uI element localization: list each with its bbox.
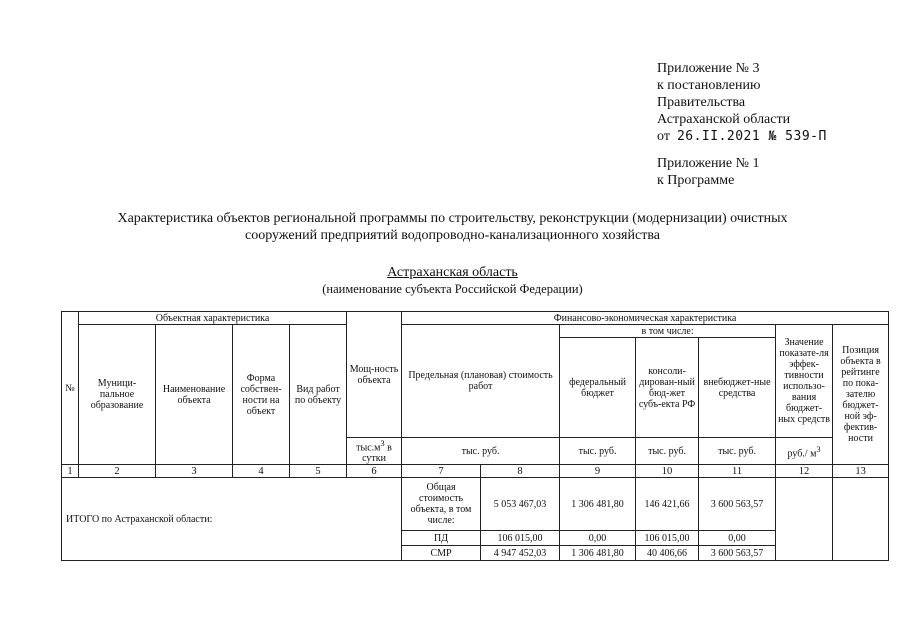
col-number: 1 [62, 465, 79, 478]
federal-value: 1 306 481,80 [560, 478, 636, 531]
appendix-line: Приложение № 3 [657, 61, 760, 76]
appendix-date-line [657, 128, 827, 145]
col-number: 2 [79, 465, 156, 478]
appendix-line: Астраханской области [657, 112, 791, 127]
characteristics-table [61, 311, 889, 561]
federal-header: федеральный бюджет [560, 338, 636, 438]
federal-value: 0,00 [560, 531, 636, 546]
row-label: ПД [402, 531, 481, 546]
extrabudget-value: 3 600 563,57 [699, 478, 776, 531]
efficiency-value-cell [776, 478, 833, 561]
max-cost-unit: тыс. руб. [402, 438, 560, 465]
efficiency-value-header: Значение показате-ля эффек-тивности использо-вания бюджет-ных средств [776, 325, 833, 438]
consolidated-header: консоли-дирован-ный бюд-жет субъ-екта РФ [636, 338, 699, 438]
extrabudget-value: 3 600 563,57 [699, 546, 776, 561]
efficiency-unit: руб./ $м^3$ [776, 438, 833, 465]
table-row [62, 478, 889, 531]
appendix-line: к постановлению [657, 78, 761, 93]
work-type-header: Вид работ по объекту [290, 325, 347, 465]
appendix-line: Правительства [657, 95, 746, 110]
extrabudget-value: 0,00 [699, 531, 776, 546]
total-cost-value: 4 947 452,03 [481, 546, 560, 561]
total-label: ИТОГО по Астраханской области: [62, 478, 402, 561]
object-name-header: Наименование объекта [156, 325, 233, 465]
col-number: 7 [402, 465, 481, 478]
consolidated-value: 146 421,66 [636, 478, 699, 531]
total-cost-value: 5 053 467,03 [481, 478, 560, 531]
consolidated-value: 40 406,66 [636, 546, 699, 561]
row-label: Общая стоимость объекта, в том числе: [402, 478, 481, 531]
max-cost-header: Предельная (плановая) стоимость работ [402, 325, 560, 438]
col-number: 9 [560, 465, 636, 478]
object-group-header: Объектная характеристика [79, 312, 347, 325]
col-number: 4 [233, 465, 290, 478]
title-line: Характеристика объектов региональной программы по строительству, реконструкции (модернизации) очистных [117, 211, 788, 226]
capacity-header: Мощ-ность объекта [347, 312, 402, 438]
column-numbers-row [62, 465, 889, 478]
col-number: 11 [699, 465, 776, 478]
region-name: Астраханская область [387, 265, 518, 280]
appendix-block [657, 60, 827, 189]
appendix-date-prefix: от [657, 129, 670, 144]
col-number: 5 [290, 465, 347, 478]
document-title [40, 210, 865, 244]
rating-position-cell [833, 478, 889, 561]
consolidated-value: 106 015,00 [636, 531, 699, 546]
rating-position-header: Позиция объекта в рейтинге по пока-зателю бюджет-ной эф-фектив-ности [833, 325, 889, 465]
finance-group-header: Финансово-экономическая характеристика [402, 312, 889, 325]
consolidated-unit: тыс. руб. [636, 438, 699, 465]
col-number: 3 [156, 465, 233, 478]
col-number: 8 [481, 465, 560, 478]
capacity-unit: $тыс.м^3$ в сутки [347, 438, 402, 465]
federal-unit: тыс. руб. [560, 438, 636, 465]
col-number: 10 [636, 465, 699, 478]
appendix-date-value: 26.II.2021 № 539-П [676, 129, 827, 144]
ownership-header: Форма собствен-ности на объект [233, 325, 290, 465]
extrabudget-unit: тыс. руб. [699, 438, 776, 465]
extrabudget-header: внебюджет-ные средства [699, 338, 776, 438]
including-header: в том числе: [560, 325, 776, 338]
row-label: СМР [402, 546, 481, 561]
col-number: 12 [776, 465, 833, 478]
federal-value: 1 306 481,80 [560, 546, 636, 561]
municipality-header: Муници-пальное образование [79, 325, 156, 465]
col-no-header: № [62, 312, 79, 465]
title-line: сооружений предприятий водопроводно-канализационного хозяйства [245, 228, 660, 243]
region-block [0, 265, 905, 297]
col-number: 13 [833, 465, 889, 478]
total-cost-value: 106 015,00 [481, 531, 560, 546]
appendix-line: к Программе [657, 173, 735, 188]
appendix-line: Приложение № 1 [657, 156, 760, 171]
col-number: 6 [347, 465, 402, 478]
region-subtitle: (наименование субъекта Российской Федерации) [322, 282, 583, 296]
